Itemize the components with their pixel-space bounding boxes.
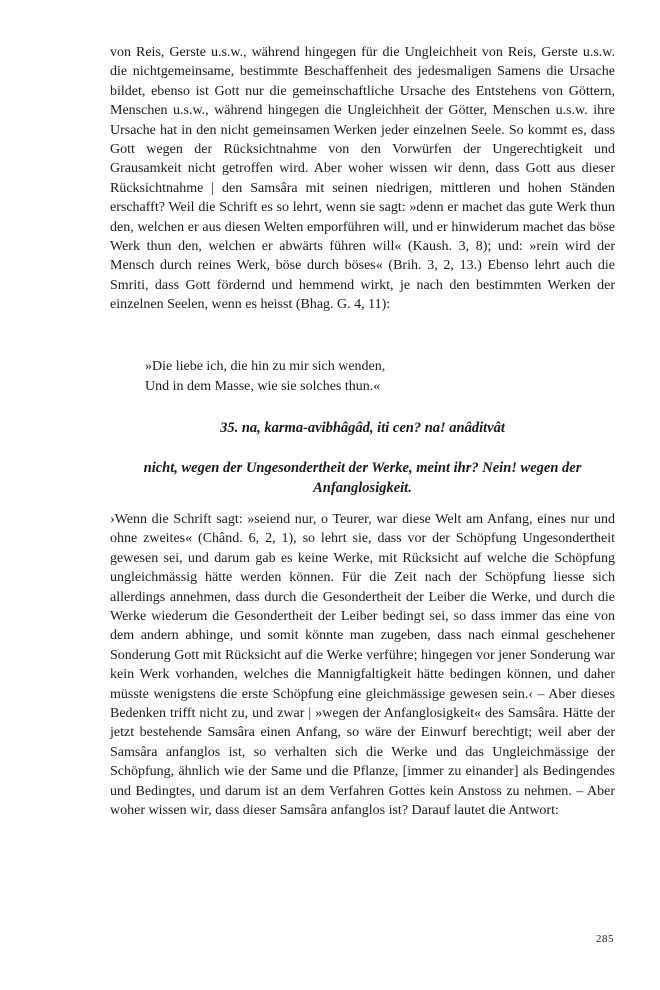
verse-line: Und in dem Masse, wie sie solches thun.« bbox=[145, 379, 381, 394]
page-number: 285 bbox=[596, 933, 614, 945]
verse-line: »Die liebe ich, die hin zu mir sich wenden, bbox=[145, 359, 386, 374]
body-paragraph: von Reis, Gerste u.s.w., während hingegen für die Ungleichheit von Reis, Gerste u.s.w. die nichtgemeinsame, bestimmte Beschaffenheit des jedesmaligen Samens die Ursache bildet, ebenso ist Gott nur die gemeinschaftliche Ursache des Entstehens von Göttern, Menschen u.s.w., während hingegen die Ungleichheit der Götter, Menschen u.s.w. ihre Ursache hat in den nicht gemeinsamen Werken jeder einzelnen Seele. So kommt es, dass Gott wegen der Rücksichtnahme von den Vorwürfen der Ungerechtigkeit und Grausamkeit nicht getroffen wird. Aber woher wissen wir denn, dass Gott aus dieser Rücksichtnahme | den Samsâra mit seinen niedrigen, mittleren und hohen Ständen erschafft? Weil die Schrift es so lehrt, wenn sie sagt: »denn er machet das gute Werk thun den, welchen er aus diesen Welten emporführen will, und er hinwiderum machet das böse Werk thun den, welchen er abwärts führen will« (Kaush. 3, 8); und: »rein wird der Mensch durch reines Werk, böse durch böses« (Brih. 3, 2, 13.) Ebenso lehrt auch die Smriti, dass Gott fördernd und hemmend wirkt, je nach den bestimmten Werken der einzelnen Seelen, wenn es heisst (Bhag. G. 4, 11): bbox=[110, 45, 615, 313]
sutra-translation: nicht, wegen der Ungesondertheit der Werke, meint ihr? Nein! wegen der Anfanglosigkeit. bbox=[143, 460, 582, 496]
body-paragraph: ›Wenn die Schrift sagt: »seiend nur, o Teurer, war diese Welt am Anfang, eines nur und ohne zweites« (Chând. 6, 2, 1), so lehrt sie, dass vor der Schöpfung Ungesondertheit gewesen sei, und darum gab es keine Werke, mit Rücksicht auf welche die Schöpfung ungleichmässig hätte werden können. Für die Zeit nach der Schöpfung liesse sich allerdings annehmen, dass durch die Gesondertheit der Leiber die Werke, und durch die Werke wiederum die Gesondertheit der Leiber bedingt sei, so dass immer das eine von dem andern abhinge, und somit könnte man zugeben, dass nach einmal geschehener Sonderung Gott mit Rücksicht auf die Werke verführe; hingegen vor jener Sonderung war kein Werk vorhanden, welches die Mannigfaltigkeit hätte bedingen können, und daher müsste wenigstens die erste Schöpfung eine gleichmässige gewesen sein.‹ – Aber dieses Bedenken trifft nicht zu, und zwar | »wegen der Anfanglosigkeit« des Samsâra. Hätte der jetzt bestehende Samsâra einen Anfang, so wäre der Einwurf berechtigt; weil aber der Samsâra anfanglos ist, so verhalten sich die Werke und das Ungleichmässige der Schöpfung, ähnlich wie der Same und die Pflanze, [immer zu einander] als Bedingendes und Bedingtes, und darum ist an dem Verfahren Gottes kein Anstoss zu nehmen. – Aber woher wissen wir, dass dieser Samsâra anfanglos ist? Darauf lautet die Antwort: bbox=[110, 512, 615, 819]
verse-quote bbox=[145, 357, 615, 397]
sutra-heading: 35. na, karma-avibhâgâd, iti cen? na! anâditvât bbox=[220, 420, 505, 436]
